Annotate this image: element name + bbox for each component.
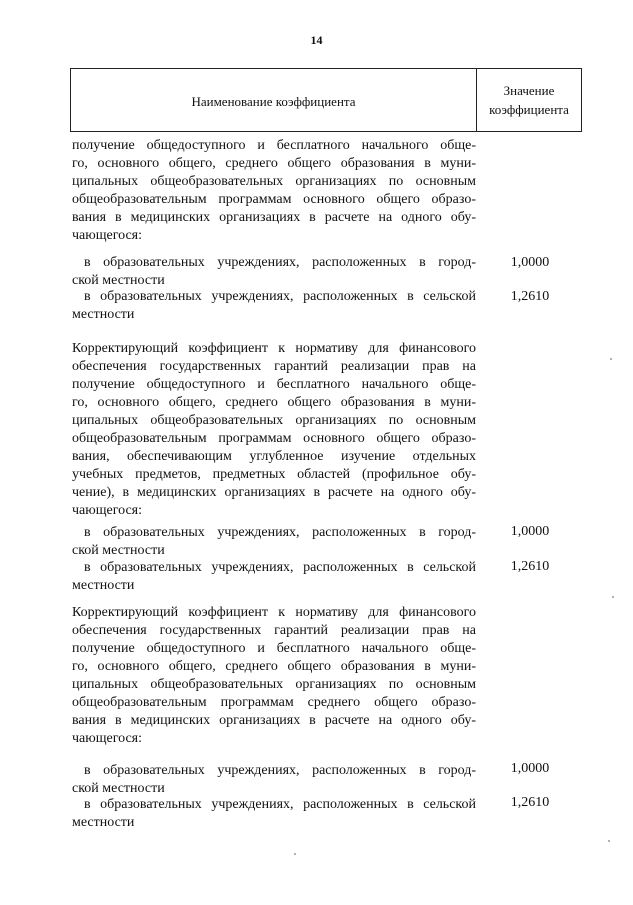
coefficient-value-header: Значение коэффициента [489,83,569,117]
block2-description [72,340,476,520]
page-number: 14 [310,33,323,47]
text-line: в образовательных учреждениях, расположенных в сельской [84,560,476,575]
text-line: обеспечения государственных гарантий реализации прав на [72,623,476,638]
text-line: местности [72,307,135,322]
scan-speck [608,840,610,842]
text-line: вания, обеспечивающим углубленное изучение отдельных [72,449,476,464]
text-line: получение общедоступного и бесплатного начального обще- [72,377,476,392]
text-line: ской местности [72,273,165,288]
block1-urban-value: 1,0000 [510,255,550,270]
text-line: го, основного общего, среднего общего образования в муни- [72,395,476,410]
text-line: получение общедоступного и бесплатного начального обще- [72,138,476,153]
block3-urban-value: 1,0000 [510,761,550,776]
text-line: обеспечения государственных гарантий реализации прав на [72,359,476,374]
block3-urban-label [72,762,476,798]
text-line: ципальных общеобразовательных организациях по основным [72,413,476,428]
text-line: Корректирующий коэффициент к нормативу для финансового [72,605,476,620]
table-header [70,68,582,132]
block3-rural-label [72,796,476,832]
scan-speck [612,596,614,598]
text-line: учебных предметов, предметных областей (профильное обу- [72,467,476,482]
text-line: чающегося: [72,731,142,746]
block1-rural-label [72,288,476,324]
block2-urban-value: 1,0000 [510,524,550,539]
block1-description [72,137,476,245]
text-line: ской местности [72,543,165,558]
block1-urban-label [72,254,476,290]
scan-speck [294,853,296,855]
text-line: Корректирующий коэффициент к нормативу для финансового [72,341,476,356]
text-line: общеобразовательным программам основного общего образо- [72,431,476,446]
text-line: получение общедоступного и бесплатного начального обще- [72,641,476,656]
text-line: в образовательных учреждениях, расположенных в сельской [84,289,476,304]
text-line: вания в медицинских организациях в расчете на одного обу- [72,713,476,728]
text-line: в образовательных учреждениях, расположенных в город- [84,763,476,778]
text-line: чающегося: [72,503,142,518]
text-line: чение), в медицинских организациях в расчете на одного обу- [72,485,476,500]
scan-speck [610,358,612,360]
block3-rural-value: 1,2610 [510,795,550,810]
block2-rural-value: 1,2610 [510,559,550,574]
block2-rural-label [72,559,476,595]
text-line: местности [72,578,135,593]
text-line: го, основного общего, среднего общего образования в муни- [72,659,476,674]
text-line: чающегося: [72,228,142,243]
text-line: в образовательных учреждениях, расположенных в сельской [84,797,476,812]
coefficient-name-header: Наименование коэффициента [71,69,477,131]
block1-rural-value: 1,2610 [510,289,550,304]
text-line: в образовательных учреждениях, расположенных в город- [84,255,476,270]
text-line: вания в медицинских организациях в расчете на одного обу- [72,210,476,225]
text-line: ской местности [72,781,165,796]
text-line: ципальных общеобразовательных организациях по основным [72,174,476,189]
text-line: местности [72,815,135,830]
text-line: ципальных общеобразовательных организациях по основным [72,677,476,692]
block2-urban-label [72,524,476,560]
block3-description [72,604,476,748]
text-line: общеобразовательным программам основного общего образо- [72,192,476,207]
text-line: общеобразовательным программам среднего общего образо- [72,695,476,710]
text-line: го, основного общего, среднего общего образования в муни- [72,156,476,171]
text-line: в образовательных учреждениях, расположенных в город- [84,525,476,540]
